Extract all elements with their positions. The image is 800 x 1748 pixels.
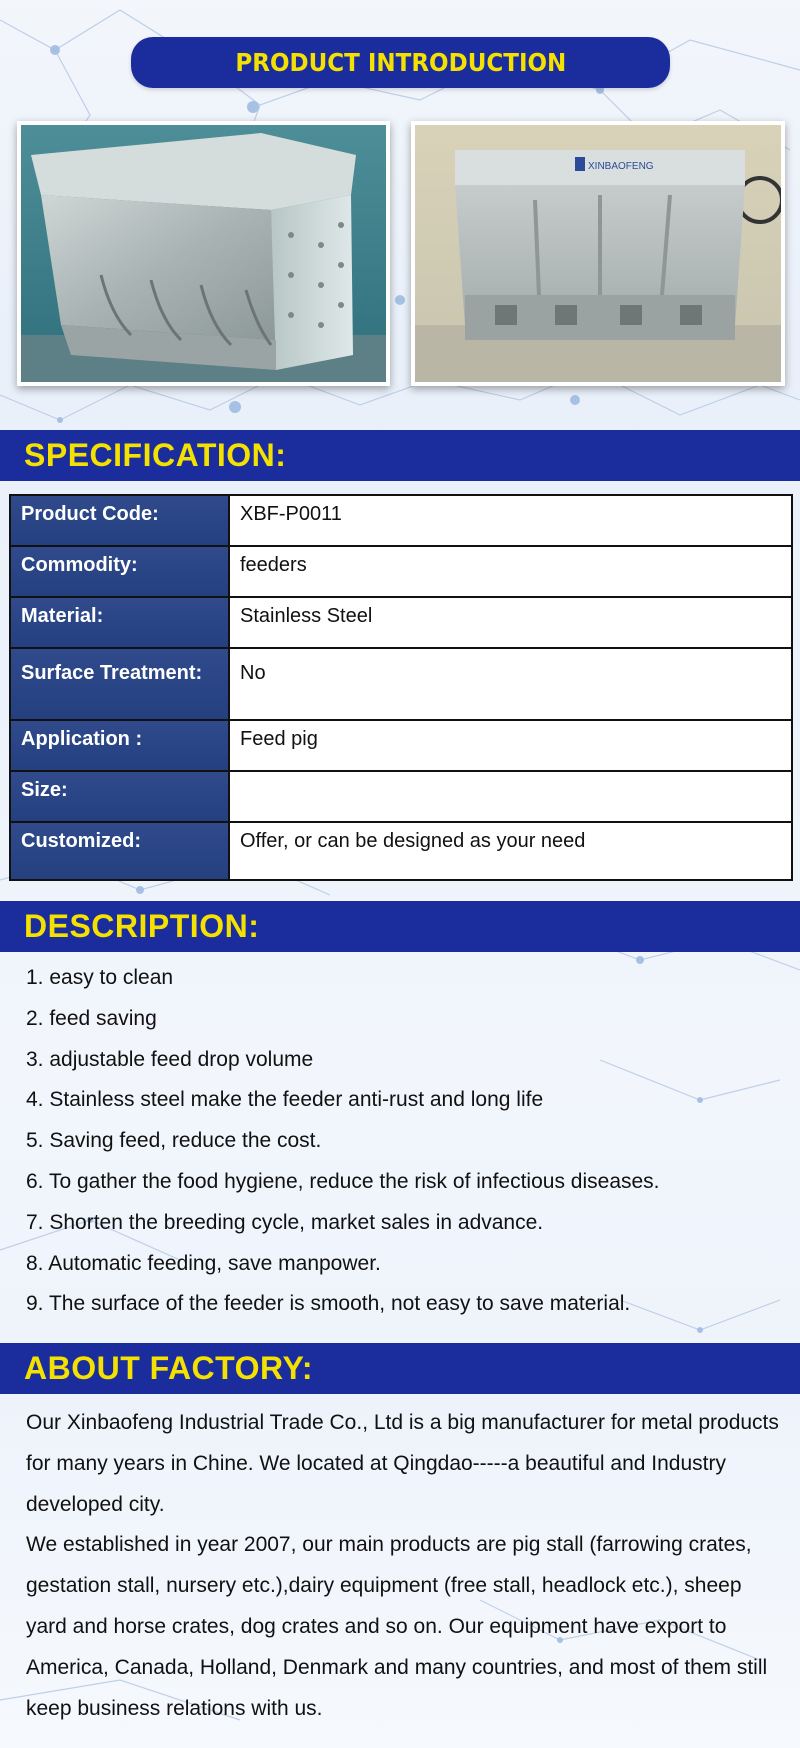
spec-label: Surface Treatment: xyxy=(10,648,229,720)
table-row xyxy=(10,648,792,720)
spec-label: Commodity: xyxy=(10,546,229,597)
spec-value: XBF-P0011 xyxy=(229,495,792,546)
list-item: 8. Automatic feeding, save manpower. xyxy=(26,1251,381,1275)
about-paragraph: Our Xinbaofeng Industrial Trade Co., Ltd is a big manufacturer for metal products for many years in Chine. We located at Qingdao-----a beautiful and Industry developed city. xyxy=(26,1411,779,1516)
about-paragraph: We established in year 2007, our main products are pig stall (farrowing crates, gestation stall, nursery etc.),dairy equipment (free stall, headlock etc.), sheep yard and horse crates, dog crates and so on. Our equipment have export to America, Canada, Holland, Denmark and many countries, and most of them still keep business relations with us. xyxy=(26,1533,768,1720)
spec-value: Offer, or can be designed as your need xyxy=(229,822,792,880)
spec-label: Application : xyxy=(10,720,229,771)
list-item: 6. To gather the food hygiene, reduce the risk of infectious diseases. xyxy=(26,1169,660,1193)
table-row xyxy=(10,771,792,822)
product-photo-left xyxy=(17,121,390,386)
list-item: 5. Saving feed, reduce the cost. xyxy=(26,1129,322,1153)
product-introduction-banner xyxy=(131,37,670,88)
stainless-steel-feeder-photo-icon xyxy=(415,125,781,382)
list-item: 9. The surface of the feeder is smooth, not easy to save material. xyxy=(26,1292,631,1316)
spec-label: Customized: xyxy=(10,822,229,880)
specification-table xyxy=(9,494,793,881)
list-item: 3. adjustable feed drop volume xyxy=(26,1047,314,1071)
about-factory-text xyxy=(26,1403,786,1729)
product-introduction-title: PRODUCT INTRODUCTION xyxy=(235,48,566,77)
product-photo-right xyxy=(411,121,785,386)
spec-value xyxy=(229,771,792,822)
spec-value: feeders xyxy=(229,546,792,597)
table-row xyxy=(10,546,792,597)
specification-header xyxy=(0,430,800,481)
spec-label: Product Code: xyxy=(10,495,229,546)
description-list xyxy=(26,958,786,1325)
description-header xyxy=(0,901,800,952)
table-row xyxy=(10,822,792,880)
about-factory-header xyxy=(0,1343,800,1394)
spec-label: Size: xyxy=(10,771,229,822)
list-item: 7. Shorten the breeding cycle, market sales in advance. xyxy=(26,1210,544,1234)
specification-title: SPECIFICATION: xyxy=(24,437,287,473)
list-item: 1. easy to clean xyxy=(26,966,174,989)
list-item: 4. Stainless steel make the feeder anti-rust and long life xyxy=(26,1088,544,1112)
spec-value: Feed pig xyxy=(229,720,792,771)
spec-value: No xyxy=(229,648,792,720)
list-item: 2. feed saving xyxy=(26,1006,157,1030)
spec-value: Stainless Steel xyxy=(229,597,792,648)
description-title: DESCRIPTION: xyxy=(24,908,260,944)
table-row xyxy=(10,720,792,771)
spec-label: Material: xyxy=(10,597,229,648)
about-factory-title: ABOUT FACTORY: xyxy=(24,1350,314,1386)
table-row xyxy=(10,495,792,546)
feeder-brand-label: XINBAOFENG xyxy=(588,161,654,172)
stainless-steel-feeder-photo-icon xyxy=(21,125,386,382)
table-row xyxy=(10,597,792,648)
